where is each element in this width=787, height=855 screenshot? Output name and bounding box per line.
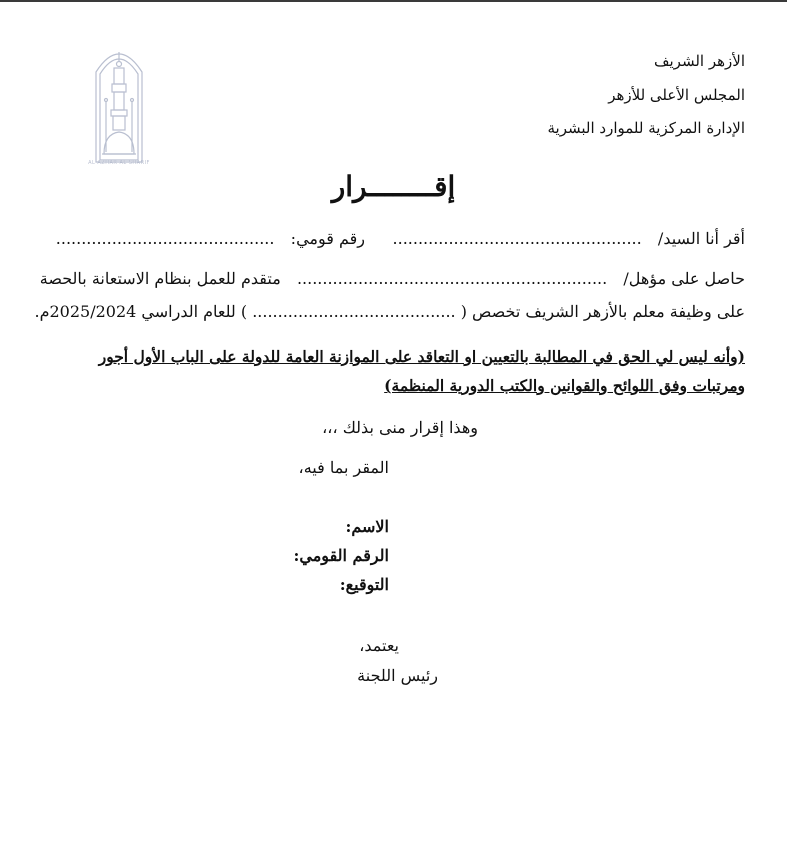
al-azhar-logo xyxy=(88,42,150,170)
declaration-line-2: ومرتبات وفق اللوائح والقوانين والكتب الدورية المنظمة) xyxy=(384,376,745,395)
qualification-dots: ............................................................. xyxy=(296,269,608,288)
header-line-2: المجلس الأعلى للأزهر xyxy=(608,86,745,104)
qualification-suffix: متقدم للعمل بنظام الاستعانة بالحصة xyxy=(39,269,281,288)
committee-head: رئيس اللجنة xyxy=(357,666,438,685)
closing-line-2: المقر بما فيه، xyxy=(298,458,389,477)
al-azhar-logo-icon xyxy=(88,42,150,170)
top-border xyxy=(0,0,787,2)
approval-line-1: يعتمد، xyxy=(359,636,399,655)
logo-caption: AL AZHAR AL SHARIF xyxy=(88,160,150,166)
name-label: الاسم: xyxy=(345,517,389,536)
signature-national-id-label: الرقم القومي: xyxy=(293,546,389,565)
qualification-line xyxy=(40,269,745,288)
declarant-prefix: أقر أنا السيد/ xyxy=(657,229,745,248)
declaration-text xyxy=(45,342,745,400)
national-id-label: رقم قومي: xyxy=(290,229,365,248)
national-id-line xyxy=(56,229,365,248)
declarant-line xyxy=(393,229,745,248)
name-dots: ................................................. xyxy=(392,229,642,248)
closing-line-1: وهذا إقرار منى بذلك ،،، xyxy=(322,418,478,437)
signature-label: التوقيع: xyxy=(339,575,389,594)
national-id-dots: ........................................... xyxy=(55,229,275,248)
declaration-line-1: (وأنه ليس لي الحق في المطالبة بالتعيين او التعاقد على الموازنة العامة للدولة على الباب الأول أجور xyxy=(98,347,745,366)
qualification-prefix: حاصل على مؤهل/ xyxy=(623,269,745,288)
job-line: على وظيفة معلم بالأزهر الشريف تخصص ( ........................................ ) للعام الدراسي 2025/2024م. xyxy=(34,302,745,321)
header-line-3: الإدارة المركزية للموارد البشرية xyxy=(547,119,745,137)
header-line-1: الأزهر الشريف xyxy=(653,52,745,70)
document-title: إقــــــــرار xyxy=(331,170,456,203)
